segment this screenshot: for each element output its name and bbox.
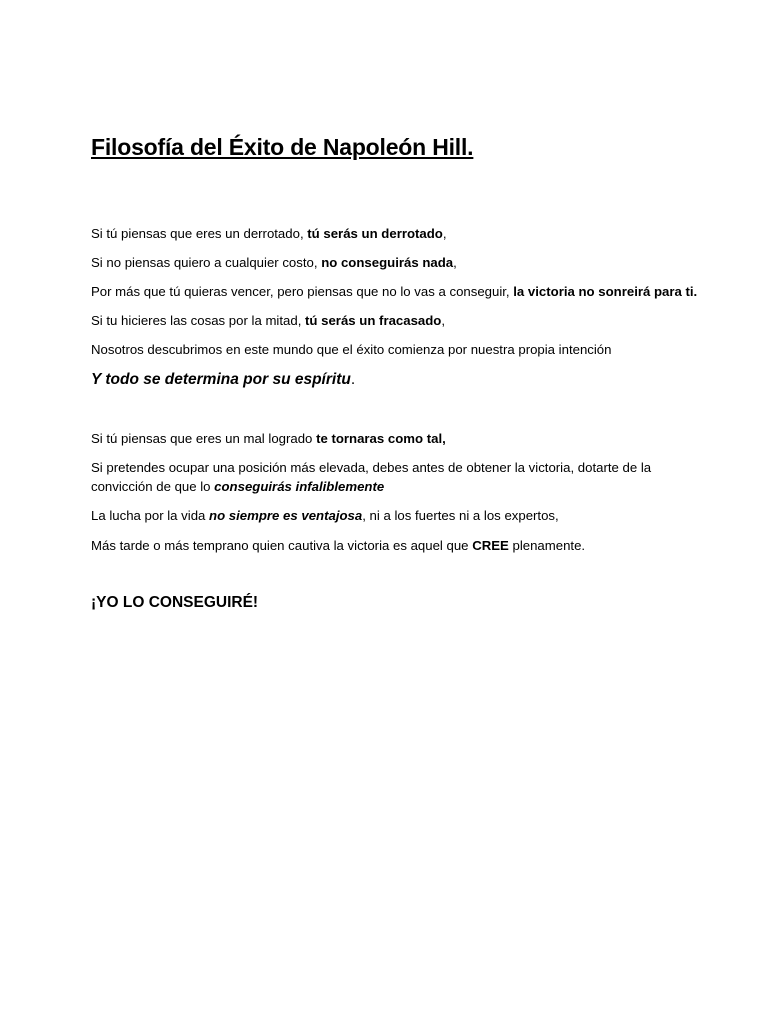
line-tail: . <box>350 371 356 388</box>
line-tail: , ni a los fuertes ni a los expertos, <box>362 508 559 523</box>
paragraph-line <box>91 282 697 301</box>
line-text: Si tú piensas que eres un mal logrado <box>91 431 317 446</box>
line-bold-text: CREE <box>472 538 509 553</box>
paragraph-line <box>91 506 559 525</box>
line-text: Más tarde o más temprano quien cautiva la victoria es aquel que <box>91 538 473 553</box>
line-tail: , <box>442 226 447 241</box>
closing-statement: ¡YO LO CONSEGUIRÉ! <box>91 594 259 611</box>
paragraph-line <box>91 340 611 359</box>
line-bold-text: no conseguirás nada <box>321 255 454 270</box>
line-text: Por más que tú quieras vencer, pero piensas que no lo vas a conseguir, <box>91 284 514 299</box>
paragraph-line <box>91 429 446 448</box>
line-bold-italic-text: no siempre es ventajosa <box>209 508 363 523</box>
paragraph-line <box>91 536 585 555</box>
paragraph-line <box>91 311 445 330</box>
paragraph-line <box>91 458 711 496</box>
paragraph-line <box>91 253 457 272</box>
line-tail: , <box>453 255 457 270</box>
line-text: Si tú piensas que eres un derrotado, <box>91 226 308 241</box>
line-bold-text: tú serás un fracasado <box>305 313 442 328</box>
paragraph-line <box>91 224 447 243</box>
line-text: La lucha por la vida <box>91 508 210 523</box>
line-text: Si tu hicieres las cosas por la mitad, <box>91 313 306 328</box>
line-tail: , <box>441 313 446 328</box>
line-text: Si no piensas quiero a cualquier costo, <box>91 255 322 270</box>
line-tail: plenamente. <box>508 538 586 553</box>
line-bold-italic-text: Y todo se determina por su espíritu <box>91 371 351 388</box>
line-text: Nosotros descubrimos en este mundo que el éxito comienza por nuestra propia intención <box>91 342 612 357</box>
document-title: Filosofía del Éxito de Napoleón Hill. <box>91 134 474 160</box>
line-bold-text: tú serás un derrotado <box>307 226 443 241</box>
line-bold-text: la victoria no sonreirá para ti. <box>513 284 698 299</box>
line-text: Si pretendes ocupar una posición más elevada, debes antes de obtener la victoria, dotarte de la convicción de que lo <box>91 460 652 494</box>
paragraph-line <box>91 370 355 389</box>
line-bold-italic-text: conseguirás infaliblemente <box>214 479 385 494</box>
line-bold-text: te tornaras como tal, <box>316 431 446 446</box>
